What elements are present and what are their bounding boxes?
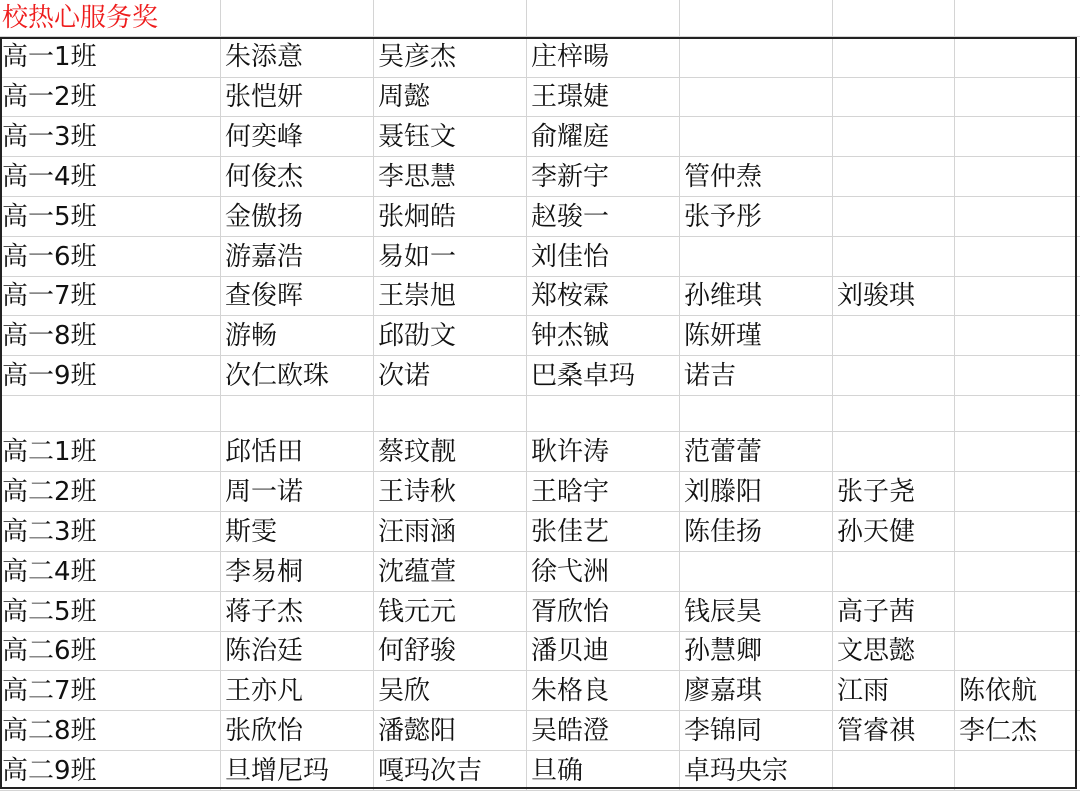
- empty-cell[interactable]: [955, 356, 1080, 396]
- student-name-cell[interactable]: 蔡玟靓: [374, 432, 527, 472]
- empty-cell[interactable]: [680, 37, 833, 78]
- student-name-cell[interactable]: 钱元元: [374, 592, 527, 632]
- empty-cell[interactable]: [833, 157, 955, 197]
- class-name-cell[interactable]: [0, 396, 221, 432]
- student-name-cell[interactable]: 查俊晖: [221, 277, 374, 316]
- student-name-cell[interactable]: 江雨: [833, 671, 955, 711]
- student-name-cell[interactable]: 耿许涛: [527, 432, 680, 472]
- student-name-cell[interactable]: 张炯皓: [374, 197, 527, 237]
- class-name-cell[interactable]: 高一1班: [0, 37, 221, 78]
- student-name-cell[interactable]: 庄梓暘: [527, 37, 680, 78]
- empty-cell[interactable]: [833, 552, 955, 592]
- student-name-cell[interactable]: 李锦同: [680, 711, 833, 751]
- empty-cell[interactable]: [955, 751, 1080, 791]
- empty-cell[interactable]: [955, 512, 1080, 552]
- student-name-cell[interactable]: 俞耀庭: [527, 117, 680, 157]
- student-name-cell[interactable]: 潘懿阳: [374, 711, 527, 751]
- empty-cell[interactable]: [374, 0, 527, 37]
- empty-cell[interactable]: [833, 237, 955, 277]
- empty-cell[interactable]: [955, 117, 1080, 157]
- empty-cell[interactable]: [955, 197, 1080, 237]
- empty-cell[interactable]: [221, 0, 374, 37]
- student-name-cell[interactable]: 刘滕阳: [680, 472, 833, 512]
- empty-cell[interactable]: [833, 356, 955, 396]
- empty-cell[interactable]: [833, 197, 955, 237]
- student-name-cell[interactable]: 嘎玛次吉: [374, 751, 527, 791]
- student-name-cell[interactable]: 钟杰铖: [527, 316, 680, 356]
- student-name-cell[interactable]: 斯雯: [221, 512, 374, 552]
- student-name-cell[interactable]: 沈蕴萱: [374, 552, 527, 592]
- student-name-cell[interactable]: 范蕾蕾: [680, 432, 833, 472]
- student-name-cell[interactable]: 刘佳怡: [527, 237, 680, 277]
- student-name-cell[interactable]: 钱辰昊: [680, 592, 833, 632]
- class-row: [0, 592, 1080, 632]
- student-name-cell[interactable]: 廖嘉琪: [680, 671, 833, 711]
- empty-cell[interactable]: [680, 552, 833, 592]
- class-name-cell[interactable]: 高二3班: [0, 512, 221, 552]
- award-title: 校热心服务奖: [2, 3, 159, 33]
- student-name-cell[interactable]: 陈依航: [955, 671, 1080, 711]
- empty-cell[interactable]: [833, 37, 955, 78]
- student-name-cell[interactable]: 周懿: [374, 78, 527, 117]
- student-name-cell[interactable]: 管睿祺: [833, 711, 955, 751]
- student-name-cell[interactable]: 聂钰文: [374, 117, 527, 157]
- student-name-cell[interactable]: 王晗宇: [527, 472, 680, 512]
- student-name-cell[interactable]: 文思懿: [833, 632, 955, 671]
- empty-cell[interactable]: [955, 157, 1080, 197]
- student-name-cell[interactable]: 孙天健: [833, 512, 955, 552]
- empty-cell[interactable]: [374, 396, 527, 432]
- class-row: [0, 751, 1080, 791]
- empty-cell[interactable]: [833, 78, 955, 117]
- student-name-cell[interactable]: 朱添意: [221, 37, 374, 78]
- empty-cell[interactable]: [680, 396, 833, 432]
- empty-cell[interactable]: [680, 78, 833, 117]
- empty-cell[interactable]: [955, 237, 1080, 277]
- student-name-cell[interactable]: 易如一: [374, 237, 527, 277]
- student-name-cell[interactable]: 游嘉浩: [221, 237, 374, 277]
- student-name-cell[interactable]: 邱恬田: [221, 432, 374, 472]
- student-name-cell[interactable]: 张佳艺: [527, 512, 680, 552]
- student-name-cell[interactable]: 张欣怡: [221, 711, 374, 751]
- student-name-cell[interactable]: 诺吉: [680, 356, 833, 396]
- student-name-cell[interactable]: 张子尧: [833, 472, 955, 512]
- class-name-cell[interactable]: 高一9班: [0, 356, 221, 396]
- class-name-cell[interactable]: 高二2班: [0, 472, 221, 512]
- title-cell[interactable]: [0, 0, 221, 37]
- class-row: [0, 671, 1080, 711]
- empty-cell[interactable]: [833, 432, 955, 472]
- student-name-cell[interactable]: 陈治廷: [221, 632, 374, 671]
- empty-cell[interactable]: [955, 396, 1080, 432]
- student-name-cell[interactable]: 胥欣怡: [527, 592, 680, 632]
- student-name-cell[interactable]: 陈佳扬: [680, 512, 833, 552]
- student-name-cell[interactable]: 张恺妍: [221, 78, 374, 117]
- student-name-cell[interactable]: 王崇旭: [374, 277, 527, 316]
- student-name-cell[interactable]: 巴桑卓玛: [527, 356, 680, 396]
- title-row: [0, 0, 1080, 37]
- class-row: [0, 78, 1080, 117]
- student-name-cell[interactable]: 郑桉霖: [527, 277, 680, 316]
- student-name-cell[interactable]: 周一诺: [221, 472, 374, 512]
- empty-cell[interactable]: [955, 277, 1080, 316]
- class-name-cell[interactable]: 高一4班: [0, 157, 221, 197]
- student-name-cell[interactable]: 王亦凡: [221, 671, 374, 711]
- empty-cell[interactable]: [680, 117, 833, 157]
- student-name-cell[interactable]: 旦确: [527, 751, 680, 791]
- student-name-cell[interactable]: 次仁欧珠: [221, 356, 374, 396]
- empty-cell[interactable]: [527, 0, 680, 37]
- empty-cell[interactable]: [833, 0, 955, 37]
- empty-cell[interactable]: [955, 592, 1080, 632]
- student-name-cell[interactable]: 李思慧: [374, 157, 527, 197]
- student-name-cell[interactable]: 李新宇: [527, 157, 680, 197]
- blank-row: [0, 396, 1080, 432]
- empty-cell[interactable]: [680, 237, 833, 277]
- empty-cell[interactable]: [833, 117, 955, 157]
- student-name-cell[interactable]: 孙慧卿: [680, 632, 833, 671]
- student-name-cell[interactable]: 卓玛央宗: [680, 751, 833, 791]
- class-name-cell[interactable]: 高一8班: [0, 316, 221, 356]
- class-row: [0, 197, 1080, 237]
- class-name-cell[interactable]: 高二6班: [0, 632, 221, 671]
- class-name-cell[interactable]: 高一5班: [0, 197, 221, 237]
- empty-cell[interactable]: [527, 396, 680, 432]
- class-name-cell[interactable]: 高二5班: [0, 592, 221, 632]
- empty-cell[interactable]: [833, 751, 955, 791]
- student-name-cell[interactable]: 邱劭文: [374, 316, 527, 356]
- empty-cell[interactable]: [955, 37, 1080, 78]
- student-name-cell[interactable]: 次诺: [374, 356, 527, 396]
- class-row: [0, 512, 1080, 552]
- class-row: [0, 316, 1080, 356]
- class-name-cell[interactable]: 高二1班: [0, 432, 221, 472]
- class-name-cell[interactable]: 高二8班: [0, 711, 221, 751]
- class-name-cell[interactable]: 高二4班: [0, 552, 221, 592]
- student-name-cell[interactable]: 游畅: [221, 316, 374, 356]
- student-name-cell[interactable]: 吴皓澄: [527, 711, 680, 751]
- class-row: [0, 277, 1080, 316]
- class-row: [0, 632, 1080, 671]
- student-name-cell[interactable]: 李易桐: [221, 552, 374, 592]
- empty-cell[interactable]: [955, 316, 1080, 356]
- empty-cell[interactable]: [955, 432, 1080, 472]
- student-name-cell[interactable]: 刘骏琪: [833, 277, 955, 316]
- student-name-cell[interactable]: 旦增尼玛: [221, 751, 374, 791]
- class-row: [0, 472, 1080, 512]
- student-name-cell[interactable]: 孙维琪: [680, 277, 833, 316]
- empty-cell[interactable]: [833, 316, 955, 356]
- student-name-cell[interactable]: 陈妍瑾: [680, 316, 833, 356]
- student-name-cell[interactable]: 王璟婕: [527, 78, 680, 117]
- student-name-cell[interactable]: 吴欣: [374, 671, 527, 711]
- class-row: [0, 711, 1080, 751]
- class-row: [0, 237, 1080, 277]
- student-name-cell[interactable]: 管仲焘: [680, 157, 833, 197]
- student-name-cell[interactable]: 金傲扬: [221, 197, 374, 237]
- empty-cell[interactable]: [955, 552, 1080, 592]
- empty-cell[interactable]: [221, 396, 374, 432]
- student-name-cell[interactable]: 朱格良: [527, 671, 680, 711]
- empty-cell[interactable]: [680, 0, 833, 37]
- student-name-cell[interactable]: 何奕峰: [221, 117, 374, 157]
- empty-cell[interactable]: [955, 472, 1080, 512]
- class-row: [0, 157, 1080, 197]
- student-name-cell[interactable]: 何舒骏: [374, 632, 527, 671]
- student-name-cell[interactable]: 吴彦杰: [374, 37, 527, 78]
- class-name-cell[interactable]: 高一3班: [0, 117, 221, 157]
- empty-cell[interactable]: [955, 632, 1080, 671]
- student-name-cell[interactable]: 潘贝迪: [527, 632, 680, 671]
- class-row: [0, 552, 1080, 592]
- empty-cell[interactable]: [833, 396, 955, 432]
- student-name-cell[interactable]: 李仁杰: [955, 711, 1080, 751]
- class-row: [0, 37, 1080, 78]
- class-name-cell[interactable]: 高二7班: [0, 671, 221, 711]
- student-name-cell[interactable]: 高子茜: [833, 592, 955, 632]
- student-name-cell[interactable]: 赵骏一: [527, 197, 680, 237]
- student-name-cell[interactable]: 何俊杰: [221, 157, 374, 197]
- class-row: [0, 356, 1080, 396]
- student-name-cell[interactable]: 汪雨涵: [374, 512, 527, 552]
- class-row: [0, 117, 1080, 157]
- empty-cell[interactable]: [955, 78, 1080, 117]
- class-name-cell[interactable]: 高二9班: [0, 751, 221, 791]
- class-name-cell[interactable]: 高一7班: [0, 277, 221, 316]
- empty-cell[interactable]: [955, 0, 1080, 37]
- class-name-cell[interactable]: 高一6班: [0, 237, 221, 277]
- student-name-cell[interactable]: 蒋子杰: [221, 592, 374, 632]
- class-row: [0, 432, 1080, 472]
- student-name-cell[interactable]: 徐弋洲: [527, 552, 680, 592]
- class-name-cell[interactable]: 高一2班: [0, 78, 221, 117]
- student-name-cell[interactable]: 王诗秋: [374, 472, 527, 512]
- student-name-cell[interactable]: 张予彤: [680, 197, 833, 237]
